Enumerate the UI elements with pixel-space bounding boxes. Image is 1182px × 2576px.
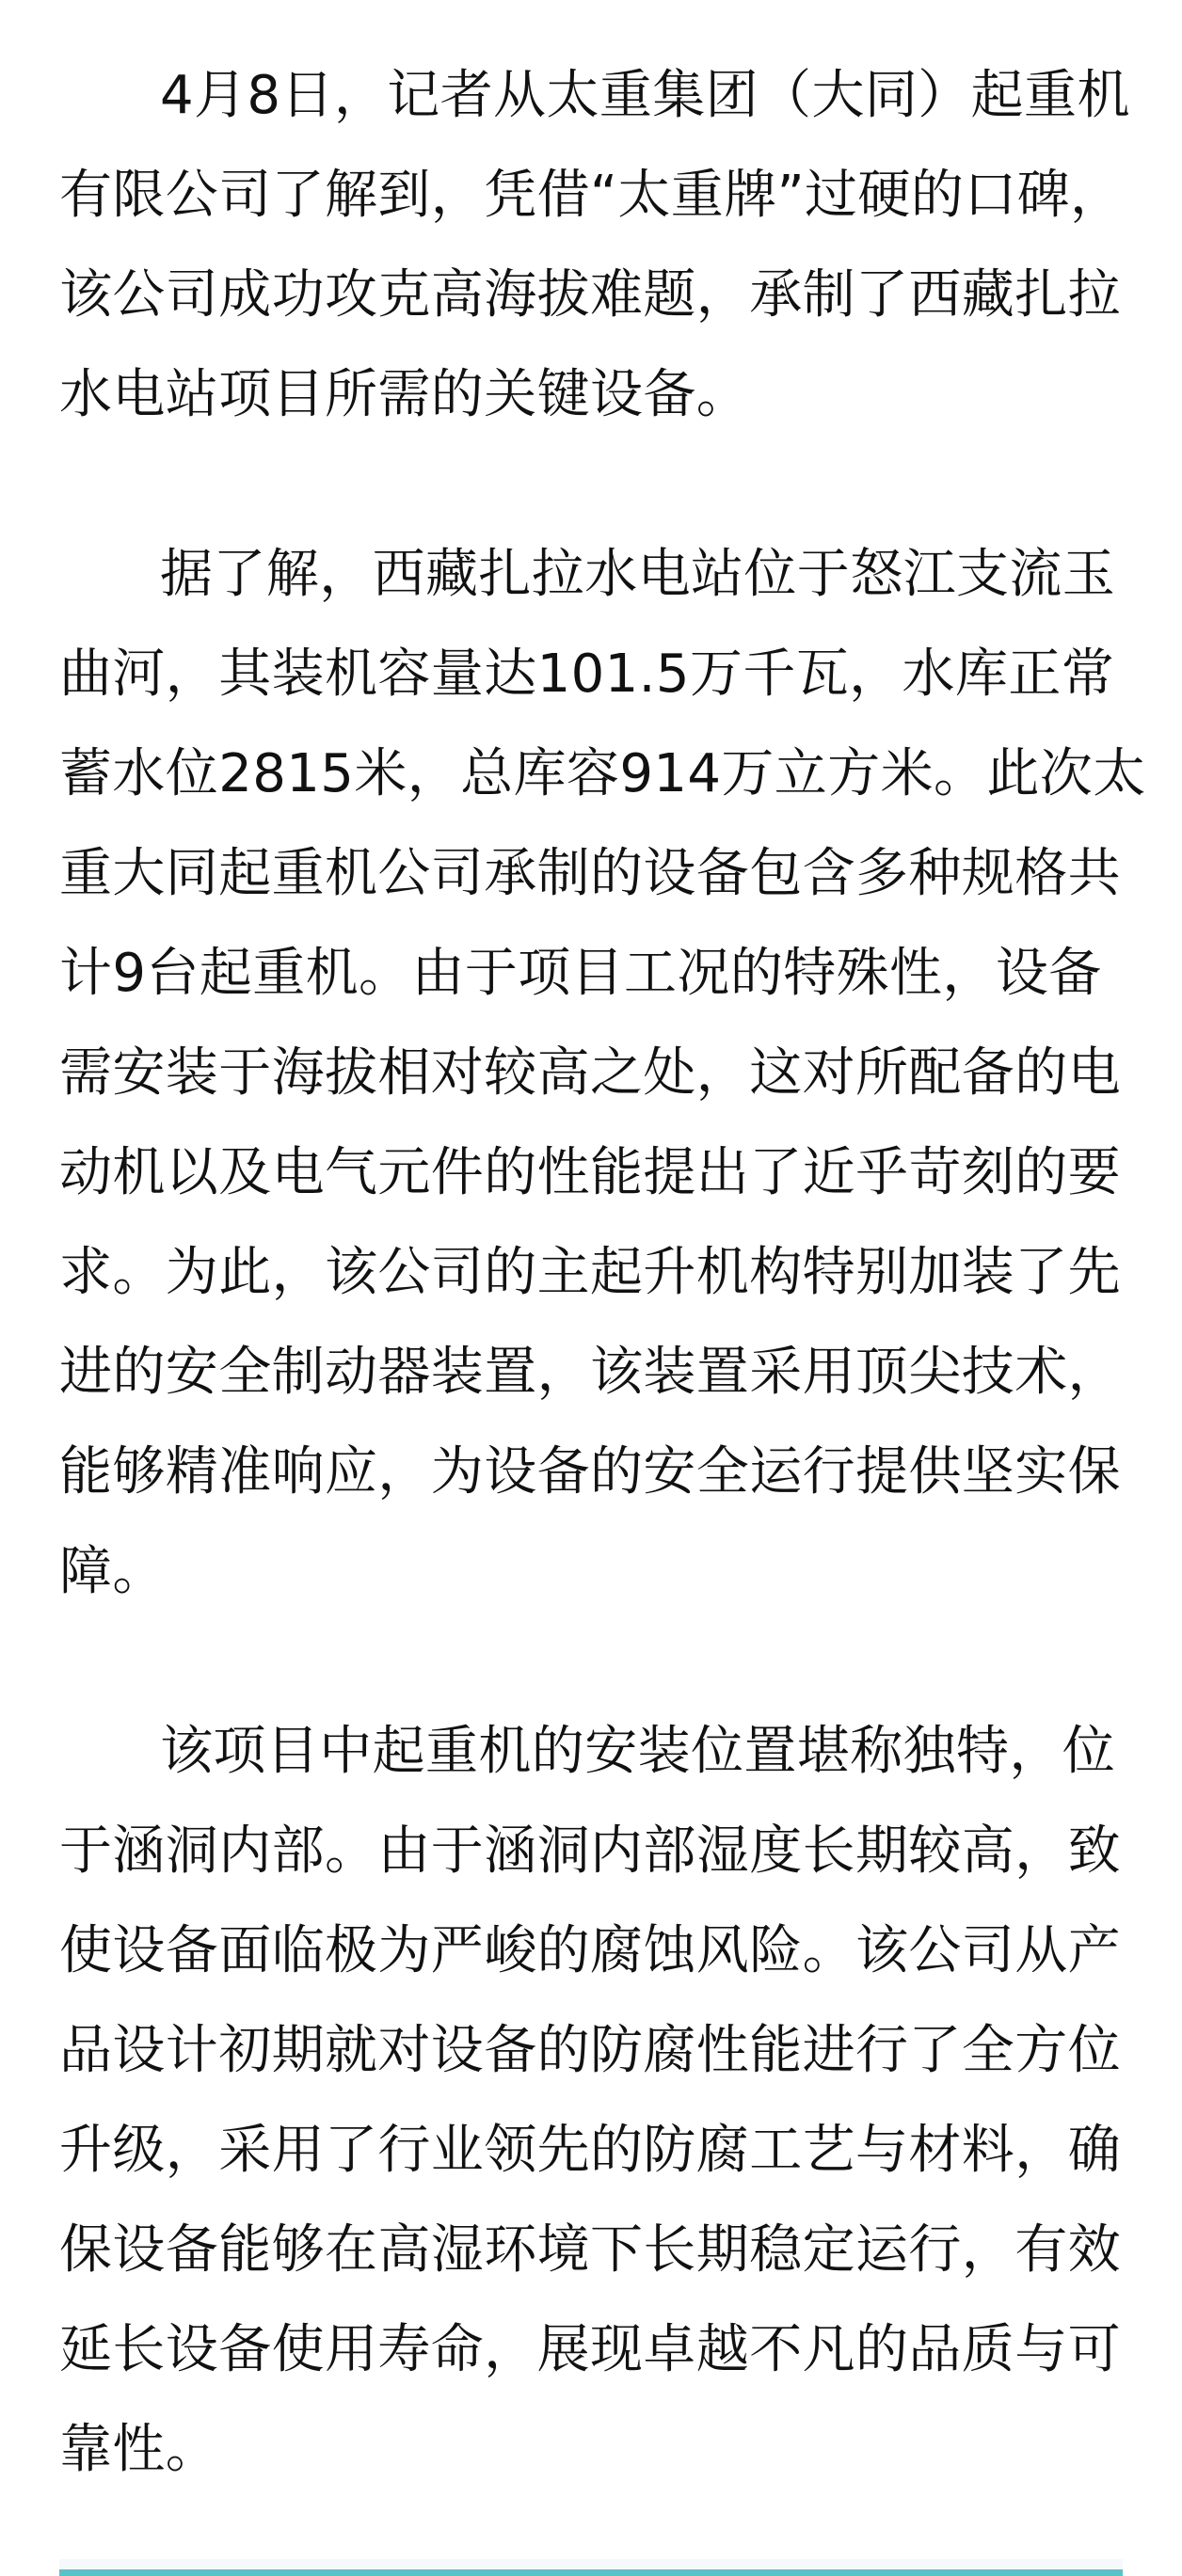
text-line: 据了解，西藏扎拉水电站位于怒江支流玉 xyxy=(160,544,1116,605)
text-line: 使设备面临极为严峻的腐蚀风险。该公司从产 xyxy=(59,1920,1121,1981)
bottom-card-edge xyxy=(59,2559,1123,2576)
text-line: 保设备能够在高湿环境下长期稳定运行，有效 xyxy=(59,2219,1121,2281)
text-line: 升级，采用了行业领先的防腐工艺与材料，确 xyxy=(59,2120,1121,2181)
text-line: 计9台起重机。由于项目工况的特殊性，设备 xyxy=(59,943,1102,1004)
text-line: 于涵洞内部。由于涵洞内部湿度长期较高，致 xyxy=(59,1821,1121,1882)
article-paragraph-2 xyxy=(59,525,1146,1622)
text-line: 重大同起重机公司承制的设备包含多种规格共 xyxy=(59,843,1121,904)
text-line: 延长设备使用寿命，展现卓越不凡的品质与可 xyxy=(59,2319,1121,2380)
text-line: 有限公司了解到，凭借“太重牌”过硬的口碑， xyxy=(59,165,1124,226)
article-body xyxy=(59,46,1146,2500)
article-paragraph-3 xyxy=(59,1702,1132,2500)
text-line: 4月8日，记者从太重集团（大同）起重机 xyxy=(160,65,1130,126)
text-line: 进的安全制动器装置，该装置采用顶尖技术， xyxy=(59,1342,1121,1403)
text-line: 品设计初期就对设备的防腐性能进行了全方位 xyxy=(59,2020,1121,2081)
text-line: 曲河，其装机容量达101.5万千瓦，水库正常 xyxy=(59,644,1115,705)
text-line: 水电站项目所需的关键设备。 xyxy=(59,364,750,425)
card-top-glow xyxy=(59,2559,1123,2569)
text-line: 蓄水位2815米，总库容914万立方米。此次太 xyxy=(59,743,1146,804)
text-line: 障。 xyxy=(59,1541,166,1602)
text-line: 需安装于海拔相对较高之处，这对所配备的电 xyxy=(59,1042,1121,1104)
text-line: 动机以及电气元件的性能提出了近乎苛刻的要 xyxy=(59,1142,1121,1203)
text-line: 该项目中起重机的安装位置堪称独特，位 xyxy=(160,1721,1116,1782)
text-line: 求。为此，该公司的主起升机构特别加装了先 xyxy=(59,1242,1121,1303)
article-paragraph-1 xyxy=(59,46,1132,445)
text-line: 该公司成功攻克高海拔难题，承制了西藏扎拉 xyxy=(59,264,1121,326)
text-line: 靠性。 xyxy=(59,2419,219,2480)
text-line: 能够精准响应，为设备的安全运行提供坚实保 xyxy=(59,1441,1121,1503)
teal-divider xyxy=(59,2569,1123,2576)
